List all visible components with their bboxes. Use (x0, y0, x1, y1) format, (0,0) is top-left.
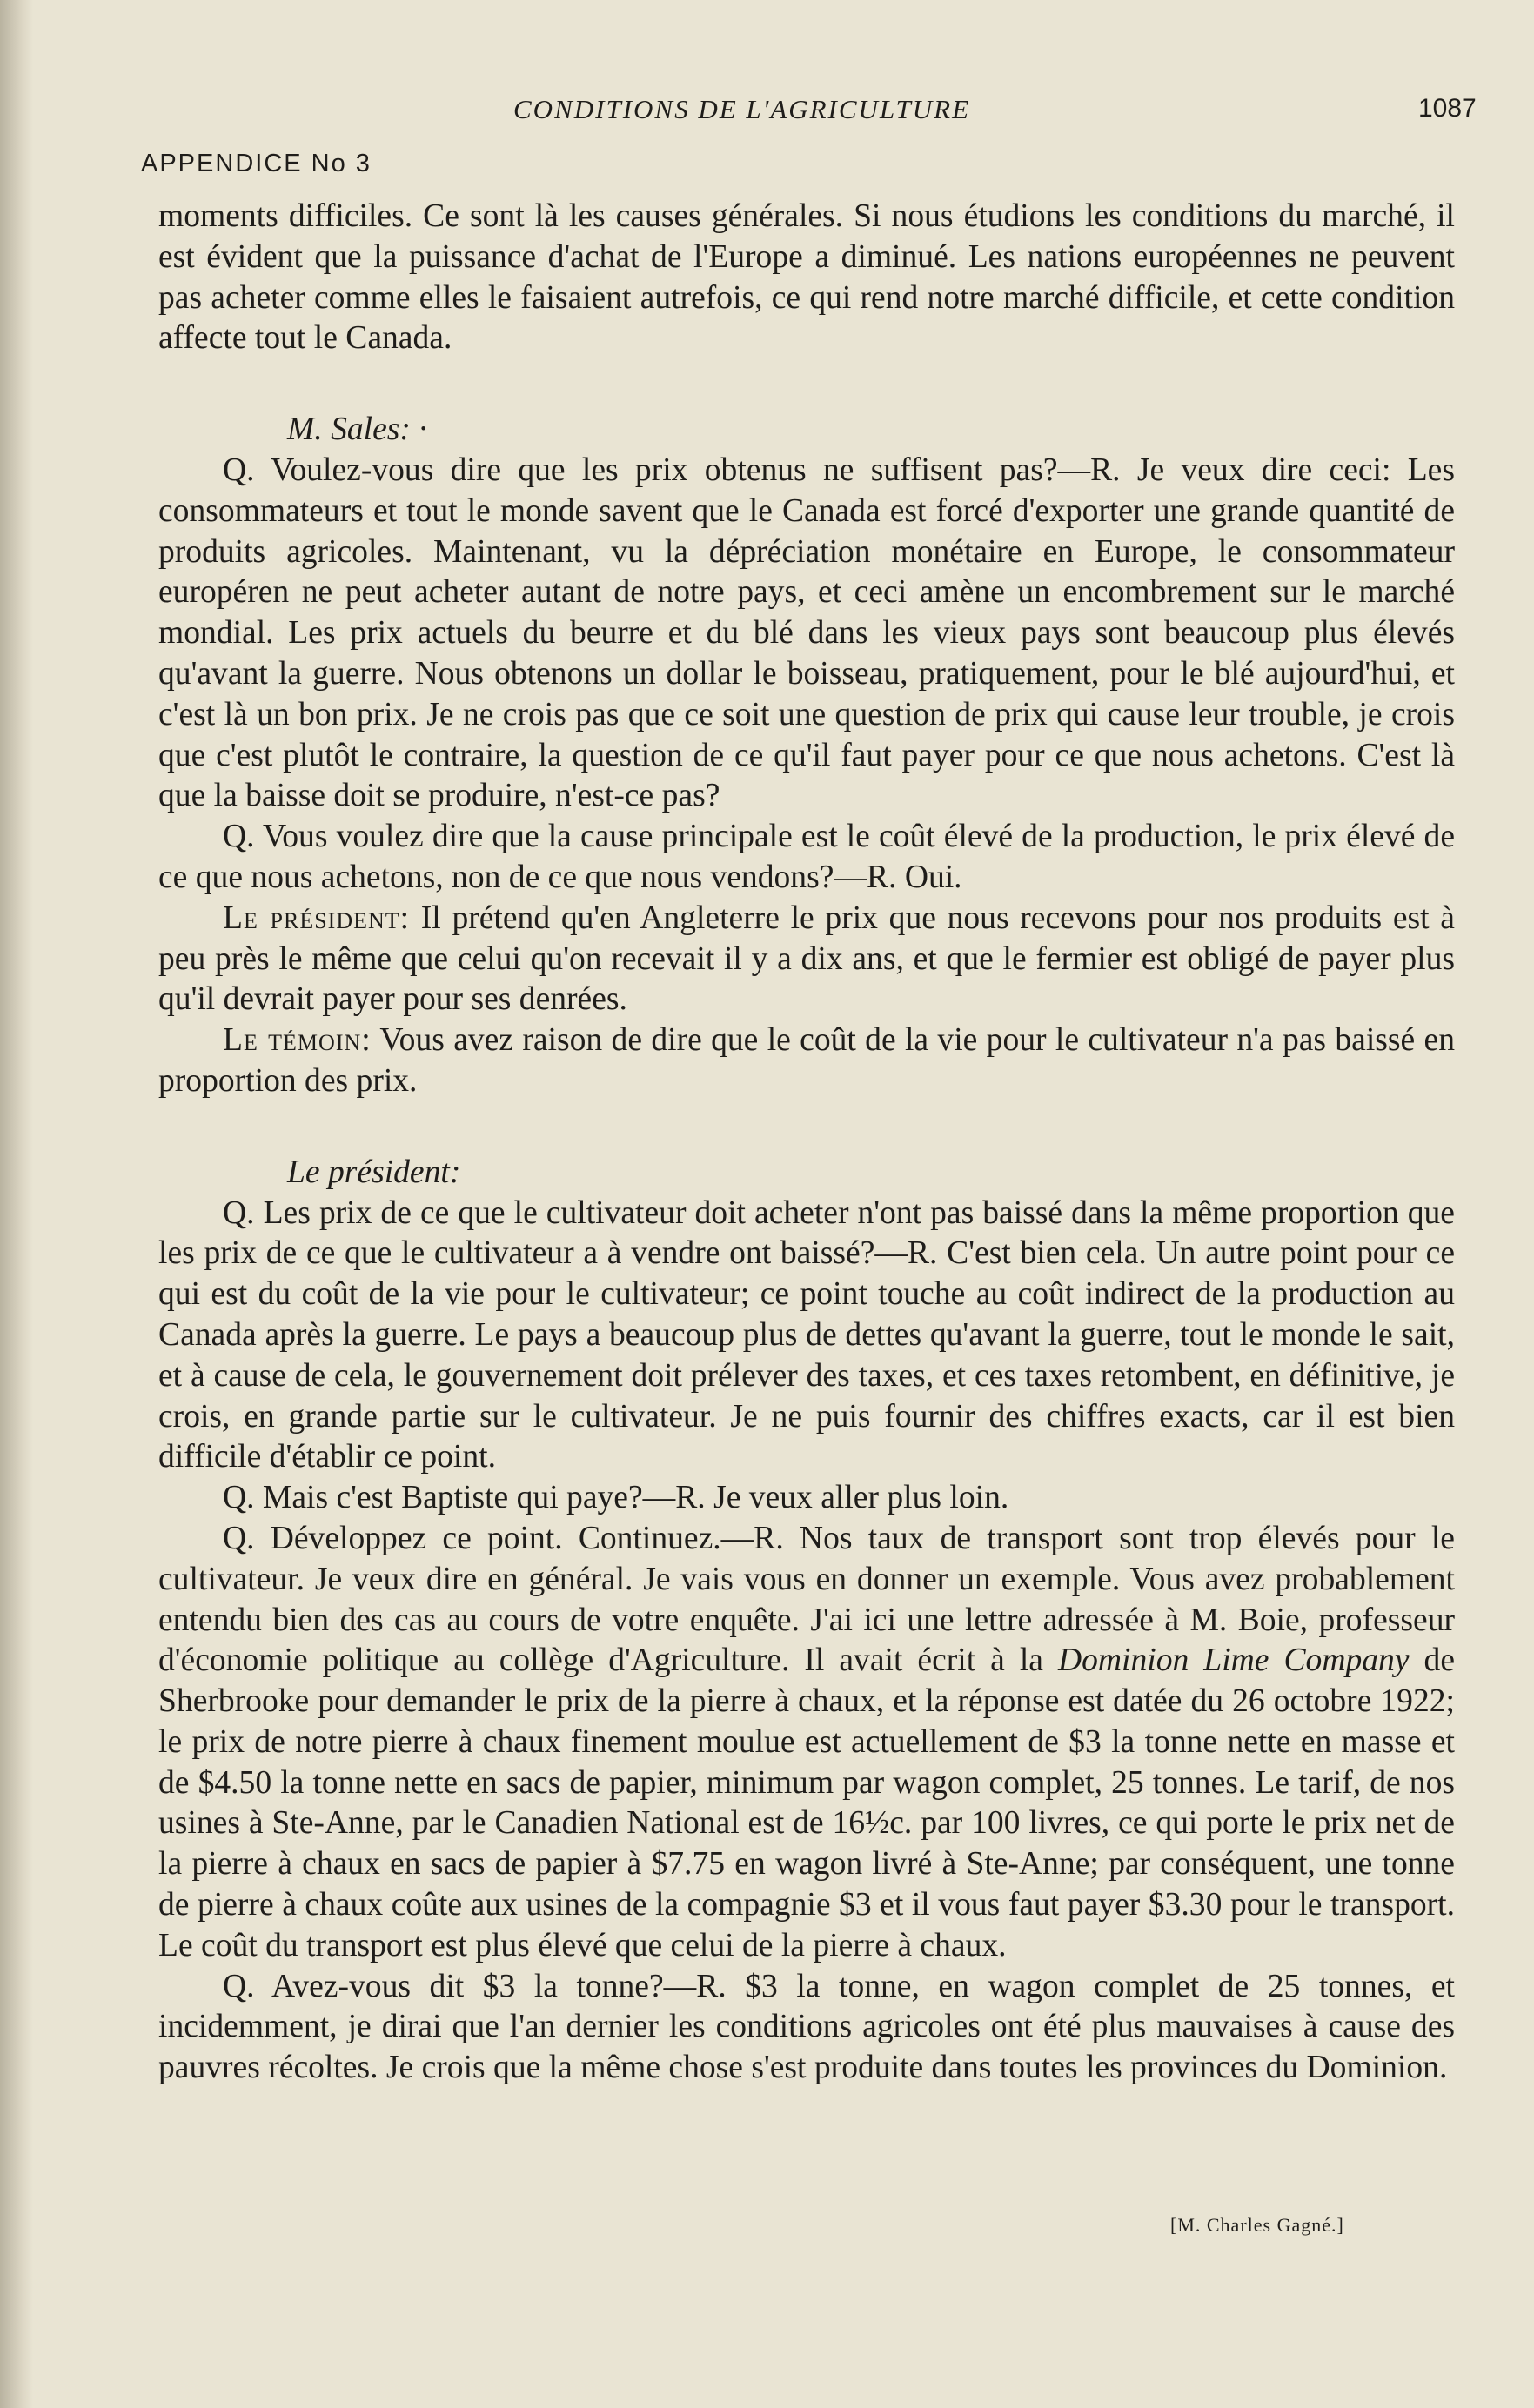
running-head: CONDITIONS DE L'AGRICULTURE (513, 94, 971, 124)
speaker-heading-president: Le président: (287, 1154, 461, 1190)
page-binding-shadow (0, 0, 33, 2408)
president-statement (158, 899, 1455, 1020)
paragraph-continuation: moments difficiles. Ce sont là les causes générales. Si nous étudions les conditions du marché, il est évident que la puissance d'achat de l'Europe a diminué. Les nations européennes ne peuvent pas acheter comme elles le faisaient autrefois, ce qui rend notre marché difficile, et cette condition affecte tout le Canada. (158, 198, 1455, 357)
appendix-label: APPENDICE No 3 (141, 150, 372, 177)
question-text-end: de Sherbrooke pour demander le prix de la pierre à chaux, et la réponse est datée du 26 octobre 1922; le prix de notre pierre à chaux finement moulue est actuellement de $3 la tonne nette en masse et de $4.50 la tonne nette en sacs de papier, minimum par wagon complet, 25 tonnes. Le tarif, de nos usines à Ste-Anne, par le Canadien National est de 16½c. par 100 livres, ce qui porte le prix net de la pierre à chaux en sacs de papier à $7.75 en wagon livré à Ste-Anne; par conséquent, une tonne de pierre à chaux coûte aux usines de la compagnie $3 et il vous faut payer $3.30 pour le transport. Le coût du transport est plus élevé que celui de la pierre à chaux. (158, 1642, 1455, 1963)
page-number: 1087 (1418, 94, 1477, 123)
speaker-footnote: [M. Charles Gagné.] (1170, 2214, 1344, 2236)
question-paragraph (158, 1519, 1455, 1967)
body-text (158, 197, 1455, 2089)
company-name: Dominion Lime Company (1057, 1642, 1410, 1679)
question-paragraph: Q. Vous voulez dire que la cause principale est le coût élevé de la production, le prix élevé de ce que nous achetons, non de ce que nous vendons?—R. Oui. (158, 819, 1455, 895)
question-paragraph: Q. Mais c'est Baptiste qui paye?—R. Je veux aller plus loin. (223, 1480, 1009, 1516)
president-statement-text: Il prétend qu'en Angleterre le prix que nous recevons pour nos produits est à peu près le même que celui qu'on recevait il y a dix ans, et que le fermier est obligé de payer plus qu'il devrait payer pour ses denrées. (158, 900, 1455, 1018)
question-paragraph: Q. Voulez-vous dire que les prix obtenus ne suffisent pas?—R. Je veux dire ceci: Les consommateurs et tout le monde savent que le Canada est forcé d'exporter une grande quantité de produits agricoles. Maintenant, vu la dépréciation monétaire en Europe, le consommateur européren ne peut acheter autant de notre pays, et ceci amène un encombrement sur le marché mondial. Les prix actuels du beurre et du blé dans les vieux pays sont beaucoup plus élevés qu'avant la guerre. Nous obtenons un dollar le boisseau, pratiquement, pour le blé aujourd'hui, et c'est là un bon prix. Je ne crois pas que ce soit une question de prix qui cause leur trouble, je crois que c'est plutôt le contraire, la question de ce qu'il faut payer pour ce que nous achetons. C'est là que la baisse doit se produire, n'est-ce pas? (158, 452, 1455, 814)
speaker-label-president: Le président: (223, 900, 411, 936)
witness-statement-text: Vous avez raison de dire que le coût de la vie pour le cultivateur n'a pas baissé en proportion des prix. (158, 1022, 1456, 1099)
speaker-heading-sales: M. Sales: · (287, 411, 427, 448)
question-text-start: Q. Développez ce point. Continuez.—R. Nos taux de transport sont trop élevés pour le cultivateur. Je veux dire en général. Je vais vous en donner un exemple. Vous avez probablement entendu bien des cas au cours de votre enquête. J'ai ici une lettre adressée à M. Boie, professeur d'économie politique au collège d'Agriculture. Il avait écrit à la (158, 1520, 1455, 1679)
speaker-label-witness: Le témoin: (223, 1022, 372, 1059)
question-paragraph: Q. Avez-vous dit $3 la tonne?—R. $3 la tonne, en wagon complet de 25 tonnes, et incidemment, je dirai que l'an dernier les conditions agricoles ont été plus mauvaises à cause des pauvres récoltes. Je crois que la même chose s'est produite dans toutes les provinces du Dominion. (158, 1968, 1455, 2086)
question-paragraph: Q. Les prix de ce que le cultivateur doit acheter n'ont pas baissé dans la même proportion que les prix de ce que le cultivateur a à vendre ont baissé?—R. C'est bien cela. Un autre point pour ce qui est du coût de la vie pour le cultivateur; ce point touche au coût indirect de la production au Canada après la guerre. Le pays a beaucoup plus de dettes qu'avant la guerre, tout le monde le sait, et à cause de cela, le gouvernement doit prélever des taxes, et ces taxes retombent, en définitive, je crois, en grande partie sur le cultivateur. Je ne puis fournir des chiffres exacts, car il est bien difficile d'établir ce point. (158, 1194, 1455, 1475)
witness-statement (158, 1020, 1455, 1102)
